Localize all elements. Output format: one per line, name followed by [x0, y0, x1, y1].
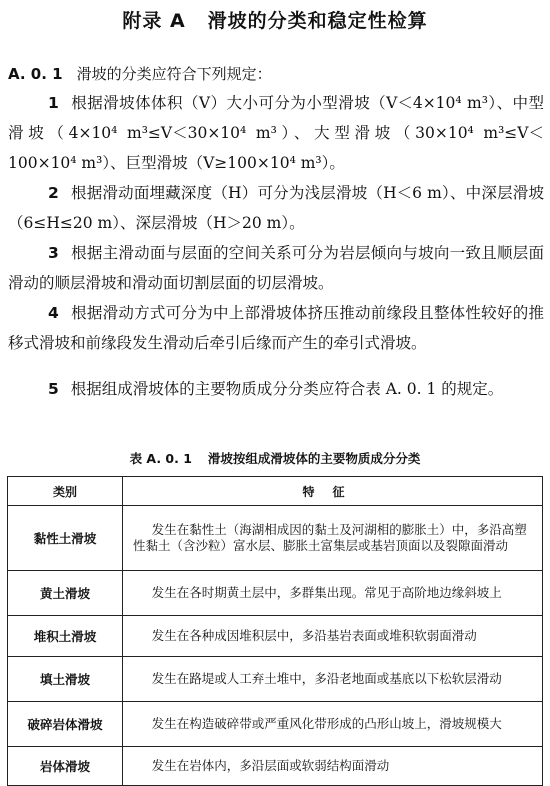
item-number: 2: [48, 184, 59, 202]
row-feature: 发生在黏性土（海湖相成因的黏土及河湖相的膨胀土）中，多沿高塑性黏土（含沙粒）富水层、膨胀土富集层或基岩顶面以及裂隙面滑动: [123, 506, 543, 571]
item-number: 3: [48, 244, 59, 262]
item-number: 5: [48, 380, 59, 398]
table-row: [8, 702, 543, 747]
table-caption-label: 表 A. 0. 1: [129, 451, 192, 466]
item-text: 根据主滑动面与层面的空间关系可分为岩层倾向与坡向一致且顺层面滑动的顺层滑坡和滑动面切割层面的切层滑坡。: [8, 244, 544, 292]
clause-heading: [8, 63, 272, 85]
item-text: 根据滑动面埋藏深度（H）可分为浅层滑坡（H＜6 m）、中深层滑坡（6≤H≤20 m）、深层滑坡（H＞20 m）。: [8, 184, 544, 232]
row-type: 堆积土滑坡: [8, 616, 123, 657]
item-text: 根据组成滑坡体的主要物质成分分类应符合表 A. 0. 1 的规定。: [70, 380, 504, 398]
classification-table: [7, 476, 543, 786]
item-number: 4: [48, 304, 59, 322]
header-type: 类别: [8, 477, 123, 506]
table-row: [8, 747, 543, 786]
item-text: 根据滑坡体体积（V）大小可分为小型滑坡（V＜4×10⁴ m³）、中型滑坡（4×10⁴ m³≤V＜30×10⁴ m³）、大型滑坡（30×10⁴ m³≤V＜100×10⁴ m³）、巨型滑坡（V≥100×10⁴ m³）。: [8, 94, 544, 172]
row-type: 填土滑坡: [8, 657, 123, 702]
item-5: [8, 374, 544, 404]
item-1: [8, 88, 544, 178]
clause-text: 滑坡的分类应符合下列规定：: [76, 65, 272, 83]
table-row: [8, 506, 543, 571]
row-feature: 发生在路堤或人工弃土堆中，多沿老地面或基底以下松软层滑动: [123, 657, 543, 702]
item-4: [8, 298, 544, 358]
table-row: [8, 616, 543, 657]
appendix-title: [0, 6, 550, 33]
row-type: 黏性土滑坡: [8, 506, 123, 571]
item-3: [8, 238, 544, 298]
appendix-heading: 滑坡的分类和稳定性检算: [207, 10, 428, 32]
appendix-label: 附录 A: [122, 10, 186, 32]
row-feature: 发生在各种成因堆积层中，多沿基岩表面或堆积软弱面滑动: [123, 616, 543, 657]
row-type: 岩体滑坡: [8, 747, 123, 786]
row-feature: 发生在岩体内，多沿层面或软弱结构面滑动: [123, 747, 543, 786]
row-feature: 发生在构造破碎带或严重风化带形成的凸形山坡上，滑坡规模大: [123, 702, 543, 747]
clause-number: A. 0. 1: [8, 65, 63, 83]
table-header-row: [8, 477, 543, 506]
table-caption: [0, 449, 550, 467]
row-feature: 发生在各时期黄土层中，多群集出现。常见于高阶地边缘斜坡上: [123, 571, 543, 616]
item-number: 1: [48, 94, 59, 112]
row-type: 黄土滑坡: [8, 571, 123, 616]
table-caption-title: 滑坡按组成滑坡体的主要物质成分分类: [207, 451, 421, 466]
row-type: 破碎岩体滑坡: [8, 702, 123, 747]
item-text: 根据滑动方式可分为中上部滑坡体挤压推动前缘段且整体性较好的推移式滑坡和前缘段发生滑动后牵引后缘而产生的牵引式滑坡。: [8, 304, 544, 352]
item-2: [8, 178, 544, 238]
table-row: [8, 657, 543, 702]
header-feature: 特征: [123, 477, 543, 506]
table-row: [8, 571, 543, 616]
